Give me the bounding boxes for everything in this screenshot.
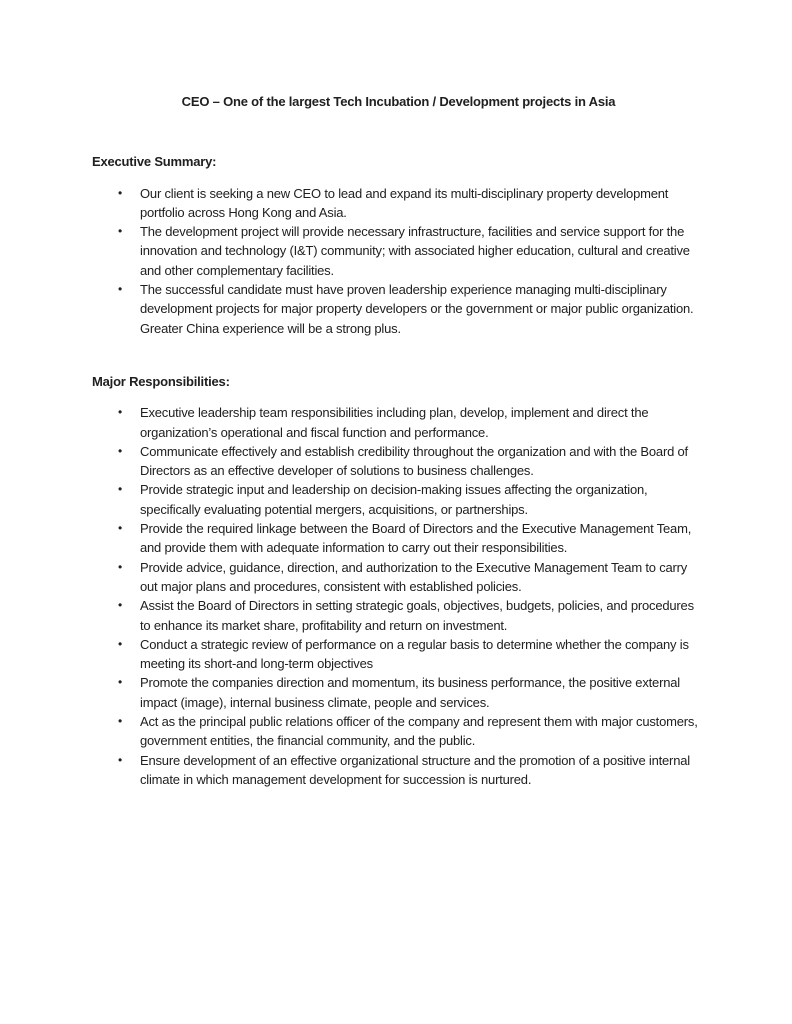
- bullet-icon: •: [118, 521, 123, 536]
- bullet-text: Provide strategic input and leadership on decision-making issues affecting the organization, specifically evaluating potential mergers, acquisitions, or partnerships.: [140, 482, 648, 517]
- section-major-responsibilities: [92, 372, 705, 789]
- section-executive-summary: [92, 152, 705, 338]
- bullet-item: [92, 635, 705, 674]
- bullet-icon: •: [118, 282, 123, 297]
- bullet-text: Provide advice, guidance, direction, and authorization to the Executive Management Team to carry out major plans and procedures, consistent with established policies.: [140, 559, 688, 594]
- bullet-text: Provide the required linkage between the Board of Directors and the Executive Management Team, and provide them with adequate information to carry out their responsibilities.: [140, 521, 692, 556]
- bullet-icon: •: [118, 714, 123, 729]
- bullet-item: [92, 480, 705, 519]
- bullet-text: Conduct a strategic review of performance on a regular basis to determine whether the company is meeting its short-and long-term objectives: [140, 636, 689, 672]
- bullet-icon: •: [118, 405, 123, 420]
- bullet-text: The successful candidate must have proven leadership experience managing multi-disciplinary development projects for major property developers or the government or major public organization. Greater China experience will be a strong plus.: [140, 282, 694, 336]
- document-title: CEO – One of the largest Tech Incubation / Development projects in Asia: [181, 94, 616, 109]
- section-heading-major-responsibilities: Major Responsibilities:: [92, 373, 230, 389]
- bullet-item: [92, 280, 705, 338]
- bullet-icon: •: [118, 482, 123, 497]
- bullet-text: Ensure development of an effective organizational structure and the promotion of a positive internal climate in which management development for succession is nurtured.: [140, 752, 690, 787]
- bullet-list-executive-summary: [92, 184, 705, 338]
- bullet-text: Communicate effectively and establish credibility throughout the organization and with the Board of Directors as an effective developer of solutions to business challenges.: [140, 443, 688, 479]
- bullet-icon: •: [118, 598, 123, 613]
- bullet-icon: •: [118, 636, 123, 651]
- bullet-icon: •: [118, 185, 123, 200]
- bullet-text: Assist the Board of Directors in setting strategic goals, objectives, budgets, policies, and procedures to enhance its market share, profitability and return on investment.: [140, 598, 694, 633]
- bullet-item: [92, 442, 705, 481]
- bullet-item: [92, 751, 705, 790]
- bullet-text: Executive leadership team responsibilities including plan, develop, implement and direct the organization’s operational and fiscal function and performance.: [140, 405, 649, 440]
- bullet-item: [92, 712, 705, 751]
- bullet-list-major-responsibilities: [92, 403, 705, 789]
- bullet-icon: •: [118, 752, 123, 767]
- bullet-icon: •: [118, 224, 123, 239]
- bullet-item: [92, 558, 705, 597]
- bullet-icon: •: [118, 559, 123, 574]
- bullet-icon: •: [118, 443, 123, 458]
- bullet-item: [92, 403, 705, 442]
- bullet-item: [92, 519, 705, 558]
- bullet-icon: •: [118, 675, 123, 690]
- bullet-text: Our client is seeking a new CEO to lead and expand its multi-disciplinary property development portfolio across Hong Kong and Asia.: [140, 185, 669, 220]
- bullet-item: [92, 184, 705, 223]
- bullet-text: Act as the principal public relations officer of the company and represent them with major customers, government entities, the financial community, and the public.: [140, 714, 698, 749]
- bullet-item: [92, 596, 705, 635]
- bullet-text: Promote the companies direction and momentum, its business performance, the positive external impact (image), internal business climate, people and services.: [140, 675, 680, 710]
- bullet-item: [92, 222, 705, 280]
- bullet-text: The development project will provide necessary infrastructure, facilities and service support for the innovation and technology (I&T) community; with associated higher education, cultural and creative and other complementary facilities.: [140, 224, 690, 278]
- section-heading-executive-summary: Executive Summary:: [92, 154, 217, 170]
- bullet-item: [92, 673, 705, 712]
